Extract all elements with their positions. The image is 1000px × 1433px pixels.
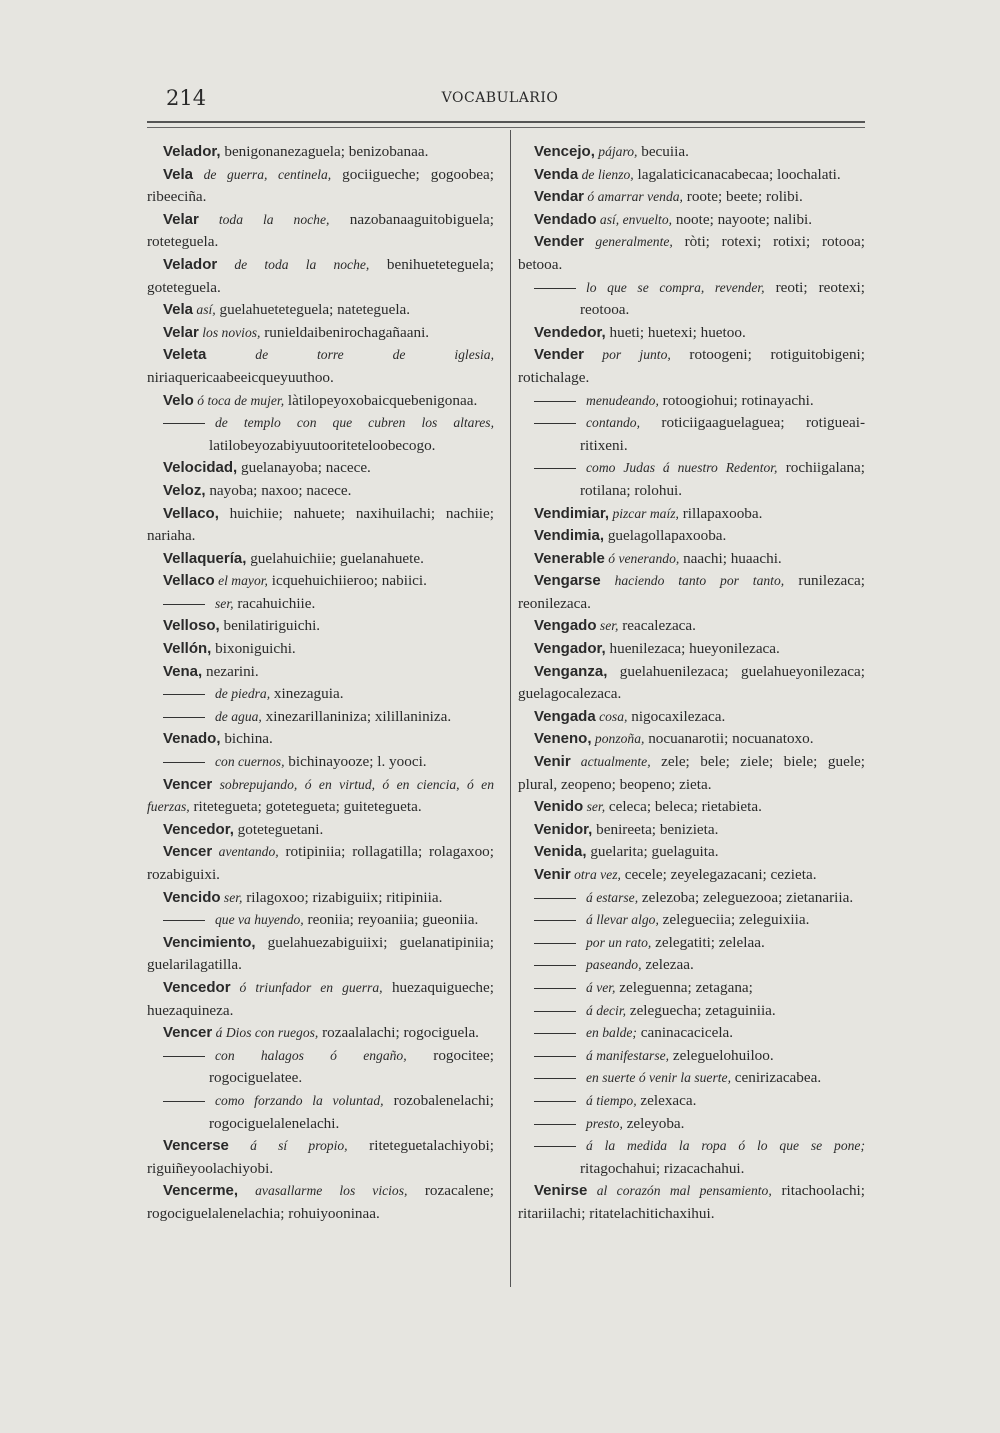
ditto-dash (534, 288, 576, 289)
dictionary-entry (518, 231, 865, 276)
dictionary-entry (147, 254, 494, 299)
entry-gloss-note: á estarse, (586, 889, 639, 905)
entry-gloss-note: de guerra, centinela, (193, 166, 332, 182)
entry-translation: rotipiniia; rollagatilla; rolagaxoo; rozabiguixi. (147, 843, 494, 883)
entry-translation: rozobalenelachi; rogociguelalenelachi. (209, 1091, 494, 1132)
entry-translation: racahuichiie. (233, 594, 316, 612)
header-rule-thin (147, 127, 865, 128)
running-head: VOCABULARIO (441, 90, 559, 106)
entry-translation: rillapaxooba. (678, 504, 763, 522)
right-column (518, 141, 865, 1226)
entry-translation: latilobeyozabiyuutooriteteloobecogo. (209, 436, 436, 454)
entry-headword: Vender (534, 233, 585, 251)
entry-headword: Vendar (534, 188, 585, 206)
header-rule-thick (147, 121, 865, 123)
dictionary-entry (518, 615, 865, 638)
ditto-dash (534, 1078, 576, 1079)
entry-translation: xinezarillaniniza; xilillaniniza. (261, 707, 452, 725)
entry-headword: Venido (534, 798, 584, 816)
entry-gloss-note: de agua, (215, 708, 262, 724)
dictionary-entry (518, 503, 865, 526)
entry-translation: hueti; huetexi; huetoo. (605, 323, 746, 341)
entry-gloss-note: ó amarrar venda, (584, 189, 683, 205)
entry-translation: guelahuezabiguiixi; guelanatipiniia; guelarilagatilla. (147, 933, 494, 974)
entry-gloss-note: á llevar algo, (586, 912, 659, 928)
dictionary-entry (518, 706, 865, 729)
ditto-dash (534, 965, 576, 966)
entry-gloss-note: cosa, (595, 708, 628, 724)
dictionary-entry (518, 344, 865, 389)
dictionary-entry (147, 457, 494, 480)
entry-translation: bixoniguichi. (211, 640, 296, 658)
entry-headword: Vena, (163, 662, 203, 680)
entry-gloss-note: contando, (586, 415, 640, 431)
dictionary-subentry (518, 390, 865, 413)
ditto-dash (534, 898, 576, 899)
column-divider (510, 130, 511, 1287)
entry-gloss-note: pizcar maíz, (609, 505, 679, 521)
dictionary-entry (147, 1135, 494, 1180)
entry-headword: Veneno, (534, 730, 592, 748)
entry-gloss-note: ó venerando, (604, 550, 680, 566)
entry-gloss-note: ser, (596, 618, 619, 634)
dictionary-entry (518, 661, 865, 706)
dictionary-entry (518, 751, 865, 796)
dictionary-entry (147, 299, 494, 322)
entry-translation: ritetegueta; gotetegueta; guitetegueta. (189, 798, 422, 816)
dictionary-subentry (518, 412, 865, 457)
entry-headword: Velo (163, 391, 194, 409)
entry-headword: Veleta (163, 346, 207, 364)
entry-translation: guelahuichiie; guelanahuete. (246, 549, 424, 567)
entry-headword: Vela (163, 301, 194, 319)
entry-translation: ritachoolachi; ritariilachi; ritatelachitichaxihui. (518, 1182, 865, 1222)
entry-headword: Vencimiento, (163, 933, 256, 951)
entry-gloss-note: otra vez, (570, 867, 621, 882)
entry-gloss-note: ser, (583, 799, 606, 815)
entry-gloss-note: presto, (586, 1115, 623, 1131)
dictionary-subentry (518, 1022, 865, 1045)
entry-headword: Vellaquería, (163, 549, 247, 567)
entry-translation: nayoba; naxoo; nacece. (205, 481, 352, 499)
entry-translation: niriaquericaabeeicqueyuuthoo. (147, 368, 334, 386)
ditto-dash (534, 401, 576, 402)
ditto-dash (163, 694, 205, 695)
entry-translation: zelegueciia; zeleguixiia. (658, 911, 810, 929)
entry-gloss-note: ser, (220, 889, 243, 905)
ditto-dash (534, 920, 576, 921)
entry-gloss-note: á Dios con ruegos, (212, 1025, 319, 1041)
entry-translation: rilagoxoo; rizabiguiix; ritipiniia. (242, 888, 443, 906)
ditto-dash (163, 717, 205, 718)
entry-translation: huezaquigueche; huezaquineza. (147, 978, 494, 1019)
entry-translation: celeca; beleca; rietabieta. (605, 798, 762, 816)
entry-translation: nazobanaaguitobiguela; roteteguela. (147, 210, 494, 251)
dictionary-entry (147, 141, 494, 164)
entry-gloss-note: con halagos ó engaño, (215, 1047, 407, 1063)
dictionary-entry (147, 480, 494, 503)
dictionary-entry (147, 164, 494, 209)
dictionary-entry (518, 548, 865, 571)
entry-gloss-note: de templo con que cubren los altares, (215, 415, 494, 431)
entry-gloss-note: á sí propio, (228, 1138, 348, 1154)
ditto-dash (163, 1101, 205, 1102)
entry-headword: Velador, (163, 143, 221, 160)
entry-gloss-note: paseando, (586, 957, 642, 973)
entry-gloss-note: á tiempo, (586, 1092, 637, 1108)
entry-translation: zele; bele; ziele; biele; guele; plural, zeopeno; beopeno; zieta. (518, 753, 866, 793)
dictionary-entry (147, 819, 494, 842)
entry-headword: Venida, (534, 843, 587, 861)
entry-headword: Venerable (534, 549, 605, 567)
entry-gloss-note: sobrepujando, ó en virtud, ó en ciencia, ó en fuerzas, (147, 776, 494, 815)
entry-translation: benilatiriguichi. (219, 617, 321, 635)
entry-translation: reoniia; reyoaniia; gueoniia. (303, 911, 479, 929)
entry-translation: ròti; rotexi; rotixi; rotooa; betooa. (518, 233, 865, 273)
entry-headword: Vengarse (534, 572, 601, 590)
entry-gloss-note: haciendo tanto por tanto, (600, 573, 785, 589)
dictionary-subentry (518, 932, 865, 955)
entry-headword: Vendimiar, (534, 504, 610, 522)
dictionary-subentry (147, 412, 494, 457)
ditto-dash (534, 1101, 576, 1102)
entry-gloss-note: al corazón mal pensamiento, (587, 1183, 772, 1199)
entry-gloss-note: como forzando la voluntad, (215, 1092, 384, 1108)
entry-translation: guelahuenilezaca; guelahueyonilezaca; guelagocalezaca. (518, 662, 865, 703)
entry-headword: Vellaco (163, 572, 215, 590)
entry-headword: Vencer (163, 775, 213, 793)
entry-translation: roticiigaaguelaguea; rotigueairitixeni. (580, 414, 865, 454)
entry-gloss-note: que va huyendo, (215, 912, 304, 928)
entry-translation: zelezaa. (641, 956, 694, 974)
dictionary-subentry (518, 977, 865, 1000)
entry-gloss-note: en balde; (586, 1025, 637, 1041)
dictionary-entry (518, 164, 865, 187)
entry-headword: Vencedor, (163, 820, 234, 838)
entry-headword: Vencido (163, 888, 221, 906)
entry-translation: icquehuichiieroo; nabiici. (267, 572, 427, 590)
dictionary-entry (147, 1180, 494, 1225)
entry-translation: roote; beete; rolibi. (682, 188, 803, 206)
entry-translation: huenilezaca; hueyonilezaca. (605, 640, 780, 658)
entry-translation: bichinayooze; l. yooci. (284, 753, 427, 771)
entry-headword: Vendimia, (534, 527, 605, 545)
ditto-dash (534, 1056, 576, 1057)
dictionary-entry (147, 209, 494, 254)
dictionary-entry (518, 864, 865, 887)
entry-translation: zeleguelohuiloo. (669, 1046, 774, 1064)
entry-gloss-note: aventando, (212, 844, 279, 860)
entry-headword: Vengador, (534, 640, 606, 658)
left-column (147, 141, 494, 1226)
entry-headword: Veloz, (163, 481, 206, 499)
entry-translation: zeleyoba. (622, 1114, 685, 1132)
entry-gloss-note: como Judas á nuestro Redentor, (586, 460, 778, 476)
entry-translation: guelanayoba; nacece. (237, 459, 371, 477)
entry-headword: Venir (534, 753, 571, 771)
ditto-dash (534, 943, 576, 944)
entry-translation: xinezaguia. (270, 685, 344, 703)
entry-headword: Vela (163, 165, 194, 183)
entry-translation: rotoogeni; rotiguitobigeni; rotichalage. (518, 346, 865, 386)
entry-headword: Vengada (534, 707, 596, 725)
entry-gloss-note: pájaro, (594, 144, 638, 159)
entry-translation: cenirizacabea. (730, 1069, 822, 1087)
entry-translation: rozaalalachi; rogociguela. (318, 1024, 479, 1042)
ditto-dash (534, 988, 576, 989)
dictionary-entry (518, 819, 865, 842)
entry-gloss-note: á manifestarse, (586, 1047, 670, 1063)
dictionary-entry (147, 887, 494, 910)
entry-translation: rogocitee; rogociguelatee. (209, 1046, 494, 1087)
dictionary-subentry (147, 706, 494, 729)
entry-translation: runilezaca; reonilezaca. (518, 572, 866, 612)
entry-gloss-note: ponzoña, (591, 731, 645, 747)
ditto-dash (534, 1146, 576, 1147)
dictionary-subentry (518, 1113, 865, 1136)
entry-headword: Venirse (534, 1182, 588, 1200)
entry-headword: Vellón, (163, 640, 212, 658)
entry-translation: guelarita; guelaguita. (586, 843, 719, 861)
entry-translation: benihueteteguela; goteteguela. (147, 255, 494, 296)
entry-translation: guelagollapaxooba. (604, 527, 727, 545)
entry-gloss-note: así, (193, 302, 216, 318)
dictionary-entry (147, 661, 494, 684)
entry-translation: benigonanezaguela; benizobanaa. (220, 143, 429, 160)
dictionary-subentry (518, 909, 865, 932)
entry-translation: cecele; zeyelegazacani; cezieta. (620, 866, 817, 883)
dictionary-entry (518, 728, 865, 751)
entry-gloss-note: toda la noche, (198, 211, 330, 227)
entry-gloss-note: el mayor, (214, 573, 268, 589)
entry-headword: Velar (163, 323, 199, 341)
entry-gloss-note: en suerte ó venir la suerte, (586, 1070, 731, 1086)
entry-translation: nezarini. (202, 662, 259, 680)
entry-translation: rochiigalana; rotilana; rolohui. (580, 459, 865, 499)
dictionary-subentry (518, 1135, 865, 1180)
entry-headword: Vellaco, (163, 504, 219, 522)
dictionary-subentry (147, 909, 494, 932)
dictionary-entry (518, 638, 865, 661)
entry-headword: Venda (534, 165, 579, 183)
entry-translation: huichiie; nahuete; naxihuilachi; nachiie; nariaha. (147, 504, 494, 545)
entry-headword: Velloso, (163, 617, 220, 635)
entry-gloss-note: de lienzo, (578, 166, 634, 182)
entry-headword: Venganza, (534, 662, 608, 680)
dictionary-entry (518, 796, 865, 819)
entry-gloss-note: ser, (215, 595, 234, 611)
dictionary-entry (518, 525, 865, 548)
entry-translation: reoti; reotexi; reotooa. (580, 278, 865, 319)
entry-translation: rozacalene; rogociguelalenelachia; rohuiyooninaa. (147, 1182, 494, 1222)
entry-translation: làtilopeyoxobaicquebenigonaa. (284, 391, 478, 409)
ditto-dash (163, 423, 205, 424)
entry-gloss-note: por un rato, (586, 934, 652, 950)
entry-translation: naachi; huaachi. (679, 549, 782, 567)
ditto-dash (534, 468, 576, 469)
dictionary-entry (518, 141, 865, 164)
ditto-dash (534, 423, 576, 424)
entry-translation: benireeta; benizieta. (592, 820, 719, 838)
entry-translation: zelegatiti; zelelaa. (651, 933, 765, 951)
dictionary-entry (147, 322, 494, 345)
entry-translation: zeleguecha; zetaguiniia. (626, 1001, 776, 1019)
entry-gloss-note: á ver, (586, 979, 616, 995)
dictionary-entry (147, 548, 494, 571)
page-number: 214 (166, 86, 207, 110)
entry-gloss-note: con cuernos, (215, 754, 285, 770)
entry-headword: Venir (534, 866, 571, 883)
entry-headword: Velador (163, 255, 218, 273)
ditto-dash (534, 1011, 576, 1012)
dictionary-entry (518, 1180, 865, 1225)
dictionary-subentry (518, 1067, 865, 1090)
dictionary-entry (518, 186, 865, 209)
dictionary-entry (147, 977, 494, 1022)
entry-translation: noote; nayoote; nalibi. (672, 210, 813, 228)
entry-headword: Vender (534, 346, 585, 364)
ditto-dash (163, 604, 205, 605)
entry-gloss-note: menudeando, (586, 392, 659, 408)
dictionary-subentry (147, 751, 494, 774)
ditto-dash (163, 920, 205, 921)
dictionary-entry (147, 728, 494, 751)
entry-translation: bichina. (220, 730, 273, 748)
entry-headword: Vencerse (163, 1137, 229, 1155)
dictionary-subentry (518, 1090, 865, 1113)
entry-gloss-note: de toda la noche, (217, 256, 370, 272)
dictionary-subentry (147, 683, 494, 706)
ditto-dash (534, 1033, 576, 1034)
dictionary-entry (147, 841, 494, 886)
entry-translation: runieldaibenirochagañaani. (260, 323, 430, 341)
entry-gloss-note: de torre de iglesia, (206, 347, 494, 363)
entry-translation: nocuanarotii; nocuanatoxo. (644, 730, 814, 748)
entry-translation: ritagochahui; rizacachahui. (580, 1159, 745, 1177)
dictionary-subentry (147, 593, 494, 616)
entry-headword: Vengado (534, 617, 597, 635)
entry-translation: gociigueche; gogoobea; ribeeciña. (147, 165, 494, 206)
dictionary-entry (518, 322, 865, 345)
dictionary-entry (518, 570, 865, 615)
entry-headword: Vendedor, (534, 323, 606, 341)
entry-headword: Vencerme, (163, 1182, 239, 1200)
entry-gloss-note: á la medida la ropa ó lo que se pone; (586, 1138, 865, 1154)
entry-translation: guelahueteteguela; nateteguela. (215, 301, 411, 319)
entry-gloss-note: ó triunfador en guerra, (230, 979, 383, 995)
dictionary-subentry (518, 1000, 865, 1023)
entry-translation: riteteguetalachiyobi; riguiñeyoolachiyobi. (147, 1137, 494, 1177)
ditto-dash (534, 1124, 576, 1125)
dictionary-entry (147, 344, 494, 389)
entry-headword: Velar (163, 210, 199, 228)
entry-gloss-note: avasallarme los vicios, (238, 1183, 408, 1199)
dictionary-entry (147, 638, 494, 661)
entry-gloss-note: ó toca de mujer, (193, 392, 285, 408)
entry-gloss-note: de piedra, (215, 686, 271, 702)
dictionary-entry (147, 390, 494, 413)
entry-translation: goteteguetani. (233, 820, 324, 838)
dictionary-subentry (147, 1045, 494, 1090)
dictionary-subentry (518, 277, 865, 322)
entry-translation: reacalezaca. (618, 617, 696, 635)
entry-translation: zelexaca. (636, 1091, 697, 1109)
entry-gloss-note: actualmente, (570, 754, 651, 770)
entry-gloss-note: generalmente, (584, 234, 673, 250)
entry-gloss-note: por junto, (584, 347, 671, 363)
entry-headword: Vencedor (163, 978, 231, 996)
dictionary-subentry (518, 1045, 865, 1068)
entry-headword: Vencer (163, 1024, 213, 1042)
entry-translation: zeleguenna; zetagana; (615, 978, 753, 996)
entry-headword: Venado, (163, 730, 221, 748)
entry-headword: Vencejo, (534, 143, 595, 160)
entry-translation: rotoogiohui; rotinayachi. (658, 391, 814, 409)
entry-headword: Vencer (163, 843, 213, 861)
dictionary-subentry (518, 887, 865, 910)
dictionary-entry (518, 209, 865, 232)
entry-translation: lagalaticicanacabecaa; loochalati. (633, 165, 841, 183)
dictionary-entry (147, 932, 494, 977)
ditto-dash (163, 1056, 205, 1057)
entry-translation: becuiia. (637, 143, 689, 160)
entry-gloss-note: los novios, (198, 324, 261, 340)
dictionary-subentry (518, 954, 865, 977)
entry-headword: Venidor, (534, 820, 593, 838)
dictionary-entry (147, 570, 494, 593)
dictionary-entry (518, 841, 865, 864)
dictionary-entry (147, 615, 494, 638)
dictionary-entry (147, 774, 494, 819)
entry-gloss-note: así, envuelto, (596, 211, 673, 227)
dictionary-subentry (147, 1090, 494, 1135)
dictionary-subentry (518, 457, 865, 502)
entry-headword: Velocidad, (163, 459, 238, 477)
entry-headword: Vendado (534, 210, 597, 228)
entry-gloss-note: lo que se compra, revender, (586, 279, 765, 295)
entry-translation: caninacacicela. (636, 1024, 734, 1042)
entry-gloss-note: á decir, (586, 1002, 627, 1018)
dictionary-entry (147, 503, 494, 548)
dictionary-entry (147, 1022, 494, 1045)
ditto-dash (163, 762, 205, 763)
entry-translation: nigocaxilezaca. (627, 707, 726, 725)
entry-translation: zelezoba; zeleguezooa; zietanariia. (638, 888, 854, 906)
